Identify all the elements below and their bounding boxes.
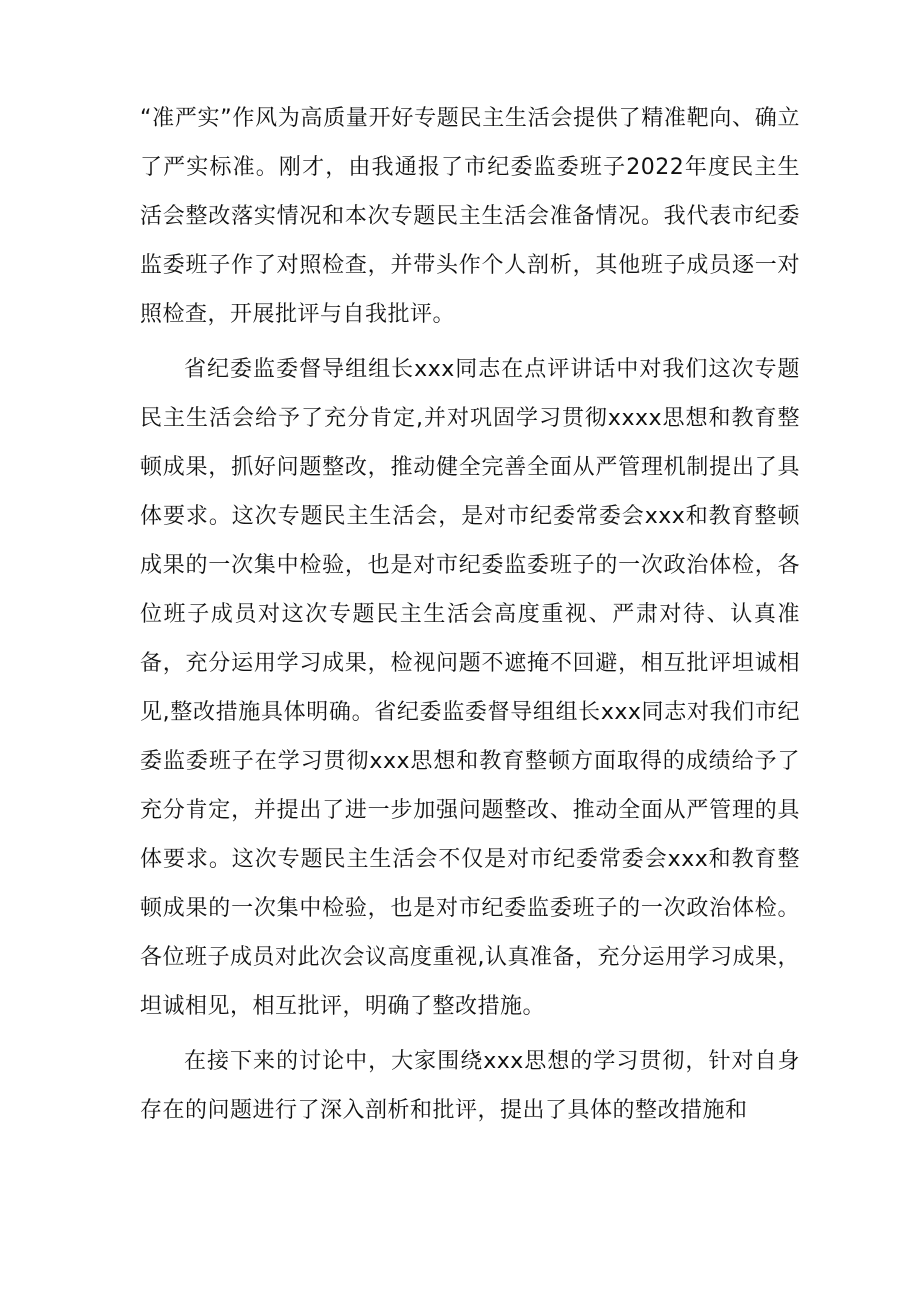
document-body <box>140 94 800 1141</box>
paragraph-1: “准严实”作风为高质量开好专题民主生活会提供了精准靶向、确立了严实标准。刚才，由我通报了市纪委监委班子2022年度民主生活会整改落实情况和本次专题民主生活会准备情况。我代表市纪委监委班子作了对照检查，并带头作个人剖析，其他班子成员逐一对照检查，开展批评与自我批评。 <box>140 106 800 327</box>
paragraph-3: 在接下来的讨论中，大家围绕xxx思想的学习贯彻，针对自身存在的问题进行了深入剖析和批评，提出了具体的整改措施和 <box>140 1049 800 1123</box>
paragraph-2: 省纪委监委督导组组长xxx同志在点评讲话中对我们这次专题民主生活会给予了充分肯定,并对巩固学习贯彻xxxx思想和教育整顿成果，抓好问题整改，推动健全完善全面从严管理机制提出了具体要求。这次专题民主生活会，是对市纪委常委会xxx和教育整顿成果的一次集中检验，也是对市纪委监委班子的一次政治体检，各位班子成员对这次专题民主生活会高度重视、严肃对待、认真准备，充分运用学习成果，检视问题不遮掩不回避，相互批评坦诚相见,整改措施具体明确。省纪委监委督导组组长xxx同志对我们市纪委监委班子在学习贯彻xxx思想和教育整顿方面取得的成绩给予了充分肯定，并提出了进一步加强问题整改、推动全面从严管理的具体要求。这次专题民主生活会不仅是对市纪委常委会xxx和教育整顿成果的一次集中检验，也是对市纪委监委班子的一次政治体检。各位班子成员对此次会议高度重视,认真准备，充分运用学习成果，坦诚相见，相互批评，明确了整改措施。 <box>140 357 800 1019</box>
